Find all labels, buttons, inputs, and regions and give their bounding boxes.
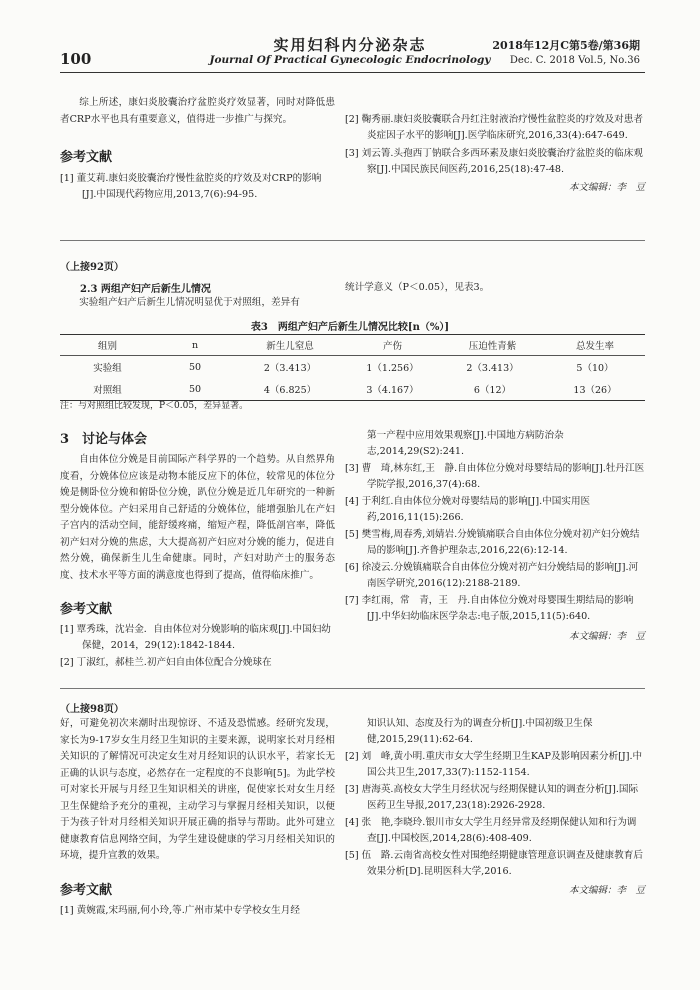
- conclusion-paragraph: 综上所述，康妇炎胶囊治疗盆腔炎疗效显著，同时对降低患者CRP水平也具有重要意义，值得进一步推广与探究。: [60, 97, 335, 125]
- table-cell: 2（3.413）: [263, 363, 317, 374]
- reference-list: [60, 903, 335, 919]
- reference-item: [4] 于利红.自由体位分娩对母婴结局的影响[J].中国实用医药,2016,11(15):266.: [345, 496, 591, 523]
- table-cell: 对照组: [60, 378, 155, 401]
- reference-continuation: 第一产程中应用效果观察[J].中国地方病防治杂志,2014,29(S2):241.: [367, 430, 564, 457]
- section-divider: [60, 688, 645, 689]
- reference-item: [7] 李红雨，常 青，王 丹.自由体位分娩对母婴围生期结局的影响[J].中华妇幼临床医学杂志:电子版,2015,11(5):640.: [345, 595, 634, 622]
- section3-left: [60, 716, 335, 918]
- reference-item: [6] 徐凌云.分娩镇痛联合自由体位分娩对初产妇分娩结局的影响[J].河南医学研究,2016(12):2188-2189.: [345, 562, 639, 589]
- subsection-heading: 2.3 两组产妇产后新生儿情况: [80, 284, 211, 295]
- result-paragraph: 实验组产妇产后新生儿情况明显优于对照组，差异有: [79, 297, 300, 308]
- table-header-cell: n: [155, 335, 235, 356]
- reference-item: [3] 曹 琦,林东红,王 静.自由体位分娩对母婴结局的影响[J].牡丹江医学院学报,2016,37(4):68.: [345, 463, 645, 490]
- reference-item: [3] 刘云箐.头孢西丁钠联合多西环素及康妇炎胶囊治疗盆腔炎的临床观察[J].中国民族民间医药,2016,25(18):47-48.: [345, 148, 643, 175]
- table-cell: 1（1.256）: [366, 363, 419, 374]
- journal-title-cn: 实用妇科内分泌杂志: [273, 36, 427, 54]
- header-rule: [60, 72, 645, 73]
- table-header-row: [60, 335, 645, 356]
- table-header-cell: 压迫性青紫: [440, 335, 545, 356]
- section-divider: [60, 240, 645, 241]
- table-cell: 3（4.167）: [345, 378, 440, 401]
- reference-item: [2] 丁淑红，郝桂兰.初产妇自由体位配合分娩球在: [60, 657, 272, 668]
- page-number: 100: [60, 50, 92, 68]
- data-table: [60, 334, 645, 401]
- reference-item: [3] 唐海英.高校女大学生月经状况与经期保健认知的调查分析[J].国际医药卫生导报,2017,23(18):2926-2928.: [345, 784, 639, 811]
- reference-item: [4] 张 艳,李晓玲.银川市女大学生月经异常及经期保健认知和行为调查[J].中国校医,2014,28(6):408-409.: [345, 817, 637, 844]
- table-cell: 4（6.825）: [235, 378, 345, 401]
- table-cell: 13（26）: [545, 378, 645, 401]
- section1-right: [345, 112, 645, 193]
- section2-right: [345, 428, 645, 642]
- table-cell: 50: [155, 378, 235, 401]
- reference-list: [60, 622, 335, 671]
- editor-credit: 本文编辑：李 豆: [568, 182, 645, 193]
- reference-item: [1] 覃秀珠，沈岩金．自由体位对分娩影响的临床观[J].中国妇幼保健，2014，29(12):1842-1844.: [60, 624, 331, 651]
- section1-left: [60, 95, 335, 202]
- continued-note: （上接98页）: [60, 704, 124, 715]
- references-heading: 参考文献: [60, 882, 113, 898]
- section-heading: 3 讨论与体会: [60, 432, 148, 447]
- issue-info-en: Dec. C. 2018 Vol.5, No.36: [509, 55, 640, 66]
- table-cell: 6（12）: [440, 378, 545, 401]
- section2-intro-left: [60, 280, 335, 312]
- editor-credit: 本文编辑：李 豆: [568, 631, 645, 642]
- table-header-cell: 新生儿窒息: [235, 335, 345, 356]
- discussion-paragraph: 自由体位分娩是目前国际产科学界的一个趋势。从自然界角度看，分娩体位应该是动物本能反应下的体位，较常见的体位分娩是侧卧位分娩和俯卧位分娩，趴位分娩是近几年研究的一种新型分娩体位。产妇采用自己舒适的分娩体位，能增强胎儿在产妇子宫内的活动空间，能舒缓疼痛，缩短产程，降低剖宫率，降低初产妇对分娩的焦虑，大大提高初产妇应对分娩的能力，促进自然分娩，确保新生儿生命健康。同时，产妇对助产士的服务态度、技术水平等方面的满意度也得到了提高，值得临床推广。: [60, 454, 335, 581]
- reference-item: [1] 董艾莉.康妇炎胶囊治疗慢性盆腔炎的疗效及对CRP的影响[J].中国现代药物应用,2013,7(6):94-95.: [60, 173, 322, 200]
- reference-item: [1] 黄婉霞,宋玛丽,何小玲,等.广州市某中专学校女生月经: [60, 904, 300, 916]
- reference-item: [2] 鞠秀丽.康妇炎胶囊联合丹红注射液治疗慢性盆腔炎的疗效及对患者炎症因子水平的影响[J].医学临床研究,2016,33(4):647-649.: [345, 114, 643, 141]
- table-cell: 实验组: [93, 363, 122, 374]
- table-header-cell: 产伤: [345, 335, 440, 356]
- table-caption: 表3 两组产妇产后新生儿情况比较[n（%）]: [250, 322, 450, 333]
- references-heading: 参考文献: [60, 602, 113, 617]
- section2-left: [60, 428, 335, 671]
- editor-credit: 本文编辑：李 豆: [568, 885, 645, 896]
- reference-item: [2] 刘 峰,黄小明.重庆市女大学生经期卫生KAP及影响因素分析[J].中国公共卫生,2017,33(7):1152-1154.: [345, 751, 643, 778]
- table-header-cell: 组别: [60, 335, 155, 356]
- journal-title-en: Journal Of Practical Gynecologic Endocrinology: [209, 54, 491, 66]
- table-header-cell: 总发生率: [545, 335, 645, 356]
- issue-info-cn: 2018年12月C第5卷/第36期: [492, 39, 640, 52]
- continued-note: （上接92页）: [60, 262, 124, 273]
- reference-continuation: 知识认知、态度及行为的调查分析[J].中国初级卫生保健,2015,29(11):62-64.: [367, 718, 593, 745]
- table-note: 注：与对照组比较发现，P＜0.05，差异显著。: [60, 401, 249, 411]
- body-paragraph: 好，可避免初次来潮时出现惊讶、不适及恐慌感。经研究发现，家长为9-17岁女生月经卫生知识的主要来源，说明家长对月经相关知识的了解情况可决定女生对月经知识的认识水平，若家长无正确的认识与态度，必然存在一定程度的不良影响[5]。为此学校可对家长开展与月经卫生知识相关的讲座，促使家长对女生月经卫生保健给予充分的重视，主动学习与掌握月经相关知识，以便于为孩子针对月经相关知识开展正确的指导与帮助。此外可建立健康教育信息网络空间，为学生建设健康的学习月经相关知识的环境，提升宣教的效果。: [60, 718, 335, 861]
- result-paragraph-cont: 统计学意义（P＜0.05），见表3。: [345, 282, 490, 293]
- table-cell: 5（10）: [576, 363, 614, 374]
- table-row: [60, 356, 645, 379]
- table-cell: 50: [188, 361, 202, 373]
- section3-right: [345, 716, 645, 896]
- reference-item: [5] 樊雪梅,周春秀,刘婧岩.分娩镇痛联合自由体位分娩对初产妇分娩结局的影响[J].齐鲁护理杂志,2016,22(6):12-14.: [345, 529, 640, 556]
- table-cell: 2（3.413）: [466, 363, 519, 374]
- reference-item: [5] 伍 路.云南省高校女性对围绝经期健康管理意识调查及健康教育后效果分析[D].昆明医科大学,2016.: [345, 850, 643, 877]
- reference-list: [60, 171, 335, 202]
- references-heading: 参考文献: [60, 150, 113, 165]
